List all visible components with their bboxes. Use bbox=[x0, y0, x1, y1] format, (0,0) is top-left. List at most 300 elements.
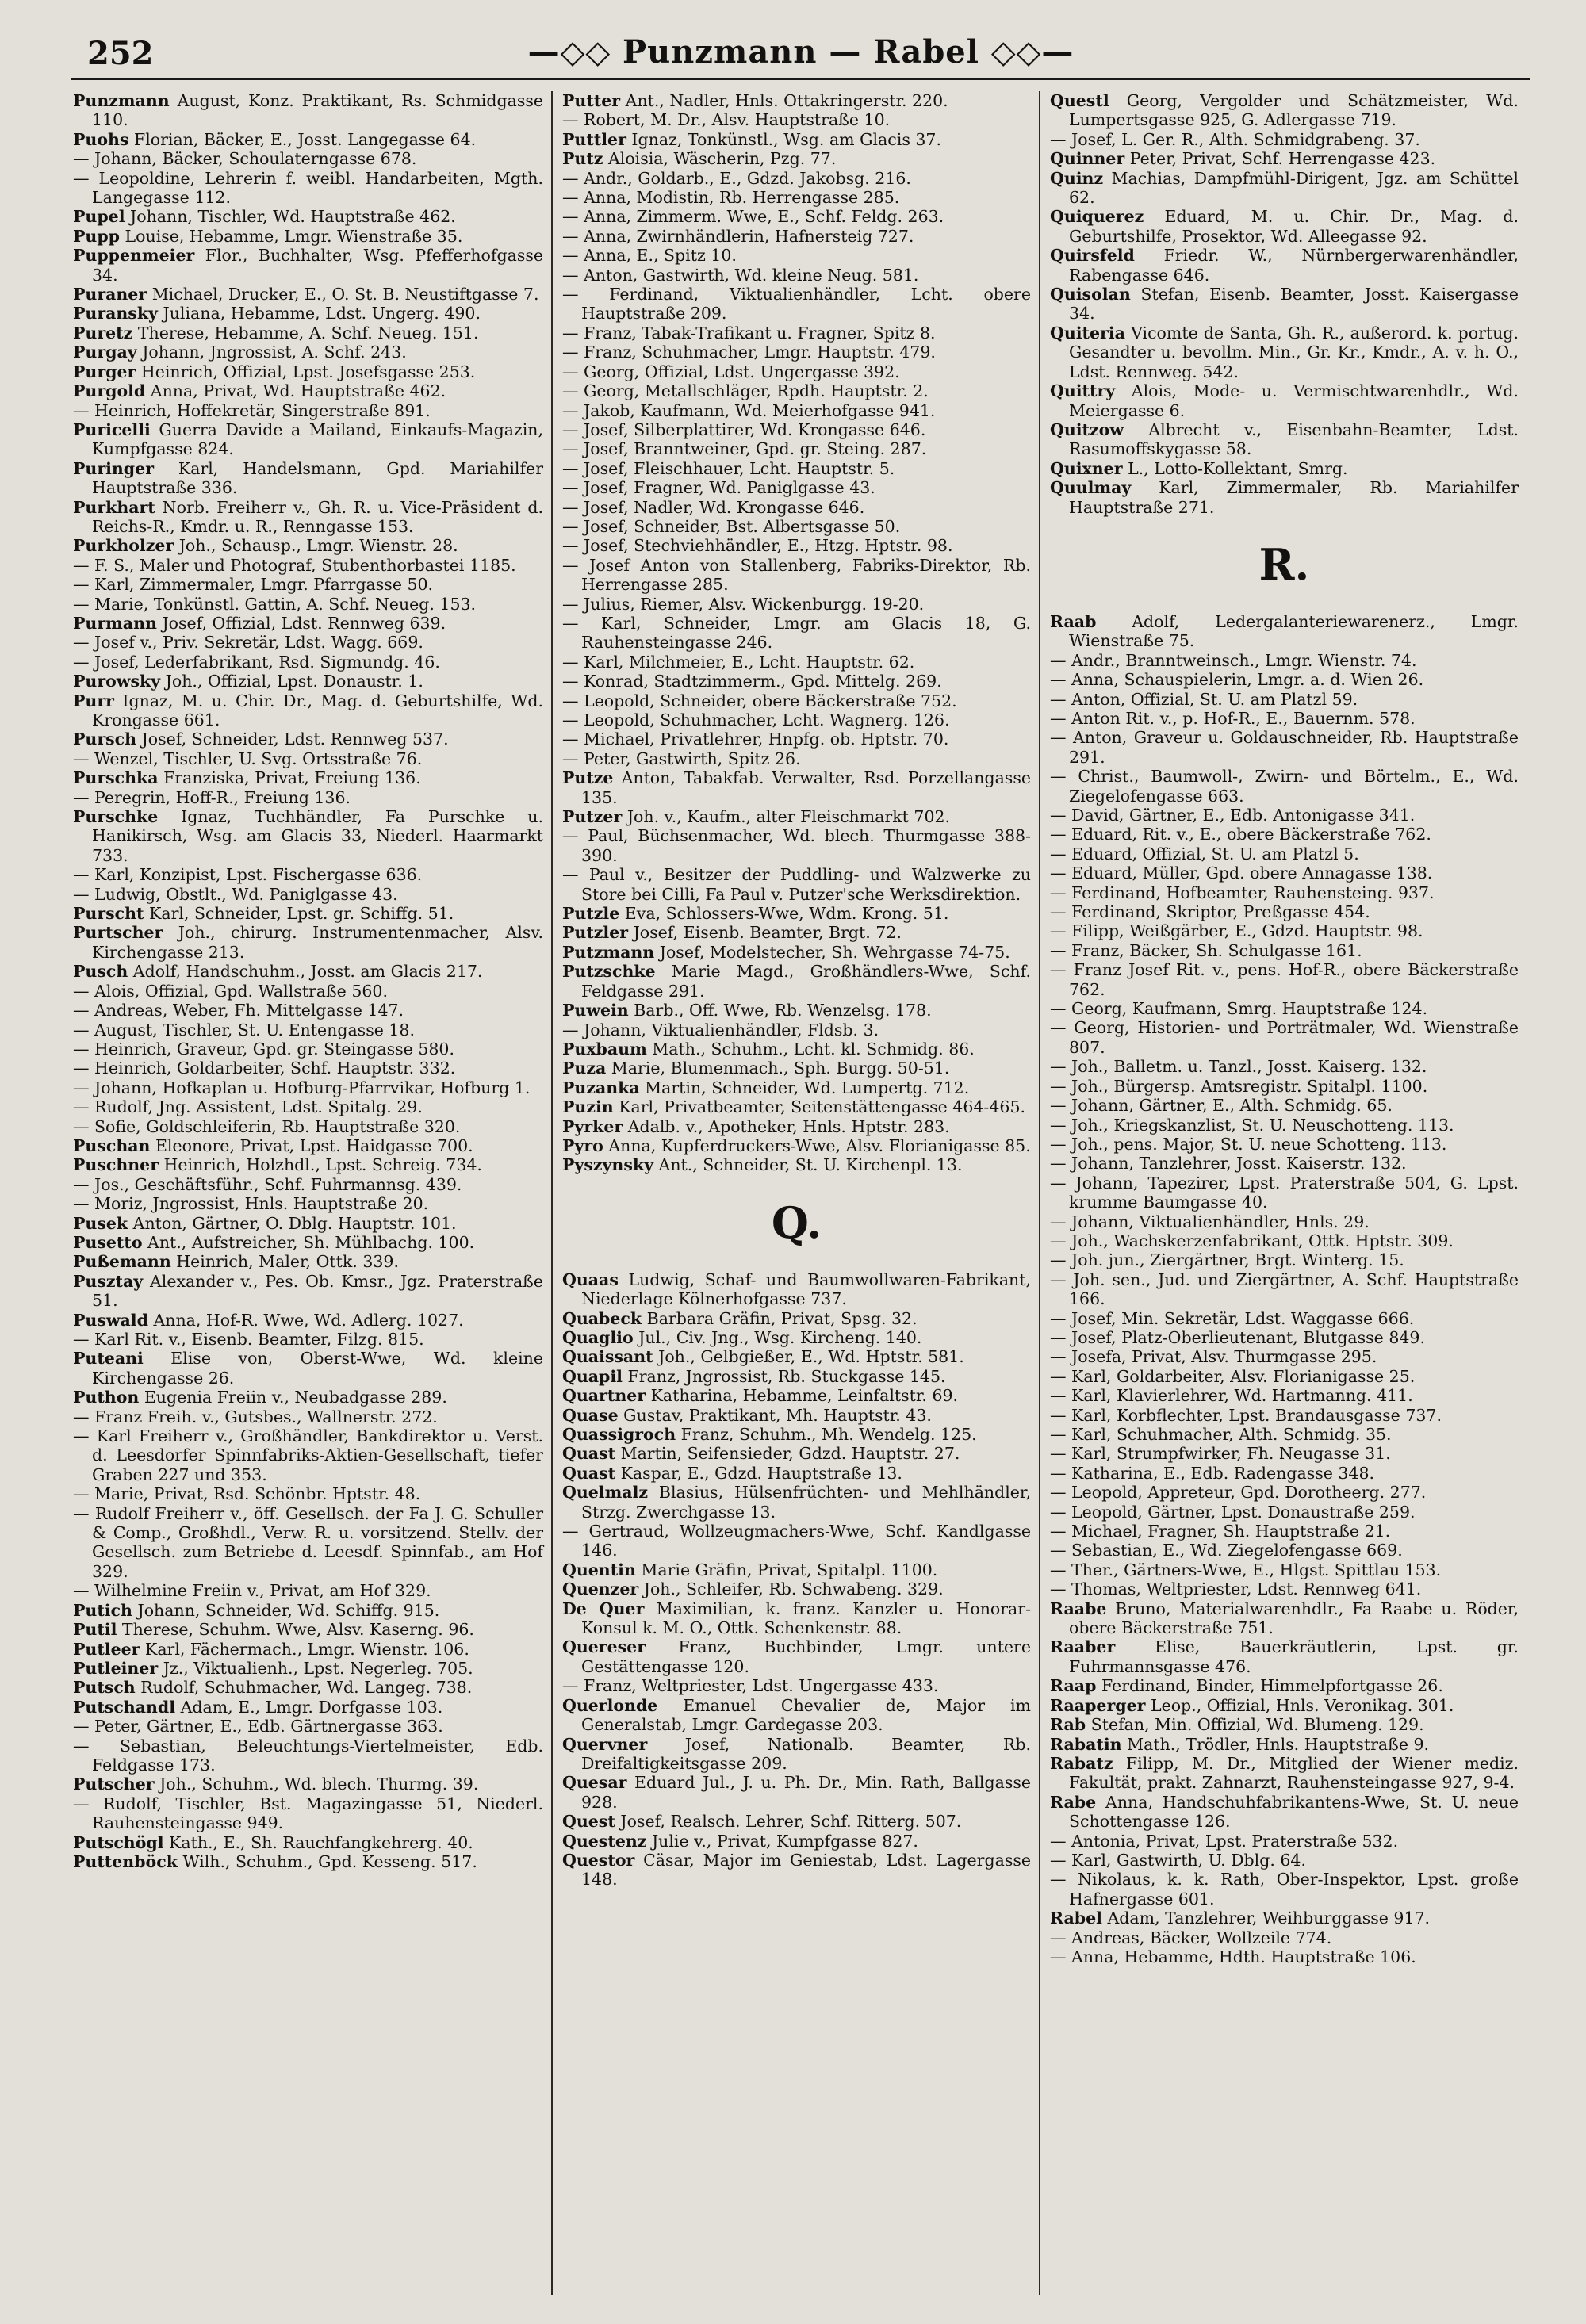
entry-details: Marie, Blumenmach., Sph. Burgg. 50-51. bbox=[611, 1059, 950, 1078]
directory-entry bbox=[73, 1020, 543, 1039]
entry-surname: Rabel bbox=[1050, 1909, 1102, 1928]
entry-surname: Putleiner bbox=[73, 1658, 159, 1678]
directory-entry bbox=[73, 1426, 543, 1484]
entry-details: — Franz, Tabak-Trafikant u. Fragner, Spitz 8. bbox=[562, 323, 936, 343]
directory-entry bbox=[73, 304, 543, 323]
entry-details: — Eduard, Offizial, St. U. am Platzl 5. bbox=[1050, 844, 1359, 863]
directory-entry bbox=[73, 1330, 543, 1349]
directory-entry bbox=[562, 556, 1031, 595]
directory-entry bbox=[562, 498, 1031, 517]
entry-details: Johann, Tischler, Wd. Hauptstraße 462. bbox=[130, 207, 456, 227]
directory-entry bbox=[73, 1001, 543, 1020]
entry-details: — Andreas, Bäcker, Wollzeile 774. bbox=[1050, 1928, 1332, 1947]
directory-entry bbox=[73, 633, 543, 652]
entry-surname: Purgay bbox=[73, 343, 137, 362]
entry-surname: Puschner bbox=[73, 1155, 159, 1175]
entry-details: Kaspar, E., Gdzd. Hauptstraße 13. bbox=[620, 1463, 902, 1483]
directory-entry bbox=[73, 672, 543, 691]
directory-entry bbox=[1050, 999, 1519, 1018]
entry-surname: Putsch bbox=[73, 1678, 136, 1698]
entry-details: Barb., Off. Wwe, Rb. Wenzelsg. 178. bbox=[634, 1001, 932, 1020]
entry-details: — Joh., pens. Major, St. U. neue Schotteng. 113. bbox=[1050, 1134, 1447, 1154]
directory-entry bbox=[1050, 651, 1519, 670]
entry-details: — Franz Josef Rit. v., pens. Hof-R., obere Bäckerstraße 762. bbox=[1050, 960, 1519, 999]
directory-entry bbox=[1050, 1135, 1519, 1154]
entry-details: — Anna, Zimmerm. Wwe, E., Schf. Feldg. 263. bbox=[562, 207, 944, 227]
entry-surname: Quinz bbox=[1050, 168, 1104, 188]
entry-details: — Anna, Zwirnhändlerin, Hafnersteig 727. bbox=[562, 226, 914, 246]
directory-entry bbox=[562, 691, 1031, 710]
entry-details: — Ludwig, Obstlt., Wd. Paniglgasse 43. bbox=[73, 884, 398, 904]
entry-details: Franziska, Privat, Freiung 136. bbox=[163, 768, 421, 788]
directory-entry bbox=[73, 1678, 543, 1697]
entry-surname: Putschögl bbox=[73, 1832, 164, 1852]
entry-surname: Pyrker bbox=[562, 1116, 623, 1136]
entry-details: — Karl, Schuhmacher, Alth. Schmidg. 35. bbox=[1050, 1425, 1392, 1444]
directory-entry bbox=[562, 1522, 1031, 1560]
directory-entry bbox=[1050, 1154, 1519, 1173]
directory-entry bbox=[562, 943, 1031, 962]
directory-entry bbox=[73, 1039, 543, 1059]
directory-entry bbox=[73, 1117, 543, 1136]
entry-details: — Anna, Modistin, Rb. Herrengasse 285. bbox=[562, 188, 900, 208]
entry-surname: Quiteria bbox=[1050, 323, 1125, 343]
entry-surname: Quitzow bbox=[1050, 419, 1124, 439]
entry-details: Elise von, Oberst-Wwe, Wd. kleine Kirchengasse 26. bbox=[92, 1349, 543, 1388]
directory-entry bbox=[1050, 1231, 1519, 1250]
directory-entry bbox=[73, 1233, 543, 1252]
entry-details: — Joh., Kriegskanzlist, St. U. Neuschotteng. 113. bbox=[1050, 1115, 1454, 1135]
entry-surname: Puretz bbox=[73, 323, 133, 343]
directory-entry bbox=[1050, 149, 1519, 168]
entry-details: — Michael, Fragner, Sh. Hauptstraße 21. bbox=[1050, 1522, 1391, 1541]
directory-entry bbox=[1050, 1347, 1519, 1366]
entry-surname: Putzle bbox=[562, 904, 620, 924]
directory-entry bbox=[1050, 420, 1519, 459]
directory-entry bbox=[1050, 960, 1519, 999]
entry-surname: Raabe bbox=[1050, 1598, 1107, 1618]
directory-entry bbox=[562, 381, 1031, 400]
entry-surname: Puransky bbox=[73, 304, 158, 324]
directory-entry bbox=[1050, 1096, 1519, 1115]
directory-entry bbox=[73, 1194, 543, 1213]
directory-entry bbox=[1050, 1928, 1519, 1947]
entry-details: Adalb. v., Apotheker, Hnls. Hptstr. 283. bbox=[627, 1116, 950, 1136]
directory-entry bbox=[73, 556, 543, 575]
entry-surname: Puzanka bbox=[562, 1078, 640, 1097]
directory-entry bbox=[562, 536, 1031, 555]
entry-surname: Raab bbox=[1050, 611, 1097, 631]
entry-details: Joh., Offizial, Lpst. Donaustr. 1. bbox=[165, 672, 423, 691]
entry-details: — Anton, Offizial, St. U. am Platzl 59. bbox=[1050, 689, 1358, 709]
directory-entry bbox=[1050, 806, 1519, 825]
entry-details: Machias, Dampfmühl-Dirigent, Jgz. am Schüttel 62. bbox=[1069, 168, 1519, 208]
directory-entry bbox=[1050, 478, 1519, 517]
entry-surname: Puohs bbox=[73, 129, 129, 149]
directory-entry bbox=[562, 459, 1031, 478]
directory-entry bbox=[562, 169, 1031, 188]
directory-entry bbox=[1050, 91, 1519, 130]
entry-details: — Sofie, Goldschleiferin, Rb. Hauptstraße 320. bbox=[73, 1116, 461, 1136]
directory-entry bbox=[1050, 1367, 1519, 1386]
section-letter: Q. bbox=[771, 1196, 822, 1248]
directory-entry bbox=[73, 420, 543, 459]
entry-details: Ignaz, Tonkünstl., Wsg. am Glacis 37. bbox=[631, 129, 941, 149]
entry-details: Cäsar, Major im Geniestab, Ldst. Lagergasse 148. bbox=[581, 1850, 1031, 1889]
entry-surname: Quaas bbox=[562, 1269, 619, 1289]
entry-details: Blasius, Hülsenfrüchten- und Mehlhändler, Strzg. Zwerchgasse 13. bbox=[581, 1483, 1031, 1522]
entry-surname: Putzschke bbox=[562, 962, 656, 982]
directory-entry bbox=[73, 1833, 543, 1852]
entry-surname: Quast bbox=[562, 1444, 616, 1464]
directory-entry bbox=[562, 401, 1031, 420]
entry-surname: Purmann bbox=[73, 613, 157, 633]
entry-surname: Quentin bbox=[562, 1560, 636, 1579]
entry-surname: Quiquerez bbox=[1050, 207, 1144, 227]
entry-surname: Purschke bbox=[73, 807, 159, 827]
directory-entry bbox=[73, 1581, 543, 1600]
entry-details: Heinrich, Holzhdl., Lpst. Schreig. 734. bbox=[163, 1155, 482, 1175]
entry-surname: Pusek bbox=[73, 1213, 128, 1233]
entry-surname: Pyszynsky bbox=[562, 1155, 653, 1175]
entry-details: Alois, Mode- u. Vermischtwarenhdlr., Wd. Meiergasse 6. bbox=[1069, 381, 1519, 420]
entry-details: Josef, Nationalb. Beamter, Rb. Dreifaltigkeitsgasse 209. bbox=[581, 1734, 1031, 1773]
entry-surname: Puschan bbox=[73, 1135, 151, 1155]
directory-entry bbox=[73, 1504, 543, 1582]
entry-details: Adam, Tanzlehrer, Weihburggasse 917. bbox=[1107, 1909, 1431, 1928]
entry-surname: Rabatz bbox=[1050, 1753, 1113, 1773]
directory-entry bbox=[562, 1406, 1031, 1425]
directory-entry bbox=[562, 904, 1031, 923]
entry-details: — Georg, Metallschläger, Rpdh. Hauptstr. 2. bbox=[562, 381, 929, 401]
entry-details: — Johann, Tapezirer, Lpst. Praterstraße 504, G. Lpst. krumme Baumgasse 40. bbox=[1050, 1173, 1519, 1212]
entry-details: — Thomas, Weltpriester, Ldst. Rennweg 641. bbox=[1050, 1579, 1422, 1599]
directory-entry bbox=[73, 1640, 543, 1659]
entry-details: — Johann, Bäcker, Schoulaterngasse 678. bbox=[73, 149, 417, 169]
entry-details: — Joh. sen., Jud. und Ziergärtner, A. Schf. Hauptstraße 166. bbox=[1050, 1269, 1519, 1309]
directory-entry bbox=[562, 439, 1031, 458]
entry-details: Anna, Privat, Wd. Hauptstraße 462. bbox=[150, 381, 446, 401]
entry-details: Stefan, Eisenb. Beamter, Josst. Kaisergasse 34. bbox=[1069, 285, 1519, 324]
directory-entry bbox=[562, 1464, 1031, 1483]
entry-details: — Johann, Tanzlehrer, Josst. Kaiserstr. 132. bbox=[1050, 1154, 1407, 1173]
entry-details: — Karl, Zimmermaler, Lmgr. Pfarrgasse 50. bbox=[73, 575, 434, 595]
entry-details: — Karl, Konzipist, Lpst. Fischergasse 636. bbox=[73, 865, 423, 885]
entry-details: Math., Schuhm., Lcht. kl. Schmidg. 86. bbox=[652, 1039, 975, 1059]
entry-details: — Andr., Branntweinsch., Lmgr. Wienstr. 74. bbox=[1050, 650, 1417, 670]
entry-details: — Karl, Gastwirth, U. Dblg. 64. bbox=[1050, 1850, 1306, 1870]
directory-entry bbox=[73, 1136, 543, 1155]
entry-details: Josef, Realsch. Lehrer, Schf. Ritterg. 507. bbox=[620, 1812, 962, 1832]
entry-details: Stefan, Min. Offizial, Wd. Blumeng. 129. bbox=[1090, 1715, 1424, 1735]
entry-details: Rudolf, Schuhmacher, Wd. Langeg. 738. bbox=[140, 1678, 473, 1698]
directory-entry bbox=[73, 788, 543, 807]
entry-surname: Quelmalz bbox=[562, 1483, 648, 1503]
entry-details: Josef, Offizial, Ldst. Rennweg 639. bbox=[162, 613, 446, 633]
directory-entry bbox=[1050, 1250, 1519, 1269]
directory-entry bbox=[73, 1272, 543, 1311]
entry-details: Joh. v., Kaufm., alter Fleischmarkt 702. bbox=[626, 807, 951, 827]
directory-entry bbox=[562, 595, 1031, 614]
entry-details: — Josef, Min. Sekretär, Ldst. Waggasse 666. bbox=[1050, 1308, 1415, 1328]
entry-surname: Purscht bbox=[73, 904, 144, 924]
entry-surname: Rab bbox=[1050, 1715, 1086, 1735]
entry-details: Joh., Schleifer, Rb. Schwabeng. 329. bbox=[643, 1579, 944, 1599]
directory-entry bbox=[1050, 381, 1519, 420]
directory-entry bbox=[73, 362, 543, 381]
directory-entry bbox=[73, 1484, 543, 1503]
directory-entry bbox=[562, 1637, 1031, 1676]
directory-entry bbox=[73, 246, 543, 285]
entry-surname: Purr bbox=[73, 691, 114, 710]
entry-details: — Marie, Privat, Rsd. Schönbr. Hptstr. 48. bbox=[73, 1484, 421, 1504]
entry-details: — Joh., Balletm. u. Tanzl., Josst. Kaiserg. 132. bbox=[1050, 1057, 1427, 1077]
entry-details: — Georg, Kaufmann, Smrg. Hauptstraße 124. bbox=[1050, 999, 1428, 1019]
entry-details: Adam, E., Lmgr. Dorfgasse 103. bbox=[180, 1697, 443, 1717]
entry-details: Ant., Schneider, St. U. Kirchenpl. 13. bbox=[658, 1155, 963, 1175]
directory-entry bbox=[1050, 1715, 1519, 1734]
entry-surname: Purkholzer bbox=[73, 536, 174, 556]
entry-details: — Jakob, Kaufmann, Wd. Meierhofgasse 941. bbox=[562, 400, 936, 420]
entry-details: — Andr., Goldarb., E., Gdzd. Jakobsg. 216. bbox=[562, 168, 911, 188]
entry-details: — Josef, Fleischhauer, Lcht. Hauptstr. 5. bbox=[562, 458, 895, 478]
directory-entry bbox=[562, 1444, 1031, 1463]
entry-details: Adolf, Ledergalanteriewarenerz., Lmgr. Wienstraße 75. bbox=[1069, 611, 1519, 651]
entry-details: Therese, Schuhm. Wwe, Alsv. Kaserng. 96. bbox=[121, 1620, 474, 1640]
entry-details: Barbara Gräfin, Privat, Spsg. 32. bbox=[646, 1308, 918, 1328]
entry-surname: Questor bbox=[562, 1850, 635, 1870]
entry-surname: Pursch bbox=[73, 729, 137, 749]
directory-entry bbox=[1050, 1793, 1519, 1832]
entry-details: — Antonia, Privat, Lpst. Praterstraße 532. bbox=[1050, 1831, 1399, 1851]
entry-details: — Nikolaus, k. k. Rath, Ober-Inspektor, Lpst. große Hafnergasse 601. bbox=[1050, 1870, 1519, 1909]
entry-details: Johann, Schneider, Wd. Schiffg. 915. bbox=[137, 1600, 440, 1620]
entry-details: — Joh. jun., Ziergärtner, Brgt. Winterg. 15. bbox=[1050, 1250, 1404, 1270]
directory-entry bbox=[1050, 612, 1519, 651]
entry-surname: Purowsky bbox=[73, 672, 161, 691]
entry-surname: Puxbaum bbox=[562, 1039, 647, 1059]
entry-details: Friedr. W., Nürnbergerwarenhändler, Rabengasse 646. bbox=[1069, 246, 1519, 285]
entry-surname: Puteani bbox=[73, 1349, 144, 1369]
entry-details: Eleonore, Privat, Lpst. Haidgasse 700. bbox=[155, 1135, 473, 1155]
entry-surname: Purger bbox=[73, 362, 136, 381]
entry-surname: Purtscher bbox=[73, 923, 163, 943]
directory-entry bbox=[73, 1349, 543, 1388]
entry-details: — Franz, Weltpriester, Ldst. Ungergasse 433. bbox=[562, 1676, 939, 1696]
entry-surname: Pyro bbox=[562, 1135, 603, 1155]
entry-details: Karl, Zimmermaler, Rb. Mariahilfer Hauptstraße 271. bbox=[1069, 478, 1519, 517]
directory-entry bbox=[562, 923, 1031, 942]
entry-details: Ignaz, M. u. Chir. Dr., Mag. d. Geburtshilfe, Wd. Krongasse 661. bbox=[92, 691, 543, 729]
entry-surname: Quaissant bbox=[562, 1347, 653, 1367]
entry-details: Math., Trödler, Hnls. Hauptstraße 9. bbox=[1127, 1734, 1430, 1754]
directory-entry bbox=[1050, 1077, 1519, 1096]
entry-details: — Heinrich, Hoffekretär, Singerstraße 891. bbox=[73, 400, 431, 420]
entry-details: Ignaz, Tuchhändler, Fa Purschke u. Hanikirsch, Wsg. am Glacis 33, Niederl. Haarmarkt 733. bbox=[92, 807, 543, 865]
directory-entry bbox=[562, 207, 1031, 226]
entry-details: — Josef, L. Ger. R., Alth. Schmidgrabeng. 37. bbox=[1050, 129, 1420, 149]
directory-entry bbox=[562, 266, 1031, 285]
entry-details: — Karl, Schneider, Lmgr. am Glacis 18, G. Rauhensteingasse 246. bbox=[562, 613, 1031, 653]
entry-surname: Purschka bbox=[73, 768, 159, 788]
entry-details: Emanuel Chevalier de, Major im Generalstab, Lmgr. Gardegasse 203. bbox=[581, 1695, 1031, 1735]
entry-surname: Putich bbox=[73, 1600, 132, 1620]
entry-surname: Pusetto bbox=[73, 1232, 143, 1252]
directory-entry bbox=[1050, 1696, 1519, 1715]
entry-details: Julie v., Privat, Kumpfgasse 827. bbox=[651, 1831, 918, 1851]
entry-details: — Johann, Viktualienhändler, Fldsb. 3. bbox=[562, 1020, 879, 1039]
directory-entry bbox=[562, 1059, 1031, 1078]
directory-entry bbox=[562, 130, 1031, 149]
entry-surname: Puppenmeier bbox=[73, 246, 195, 266]
directory-entry bbox=[1050, 863, 1519, 883]
entry-surname: Quase bbox=[562, 1405, 619, 1425]
entry-details: Flor., Buchhalter, Wsg. Pfefferhofgasse 34. bbox=[92, 246, 543, 285]
entry-details: — Josef, Fragner, Wd. Paniglgasse 43. bbox=[562, 478, 875, 498]
directory-entry bbox=[1050, 921, 1519, 940]
entry-surname: Quervner bbox=[562, 1734, 648, 1754]
directory-entry bbox=[73, 401, 543, 420]
entry-details: — Heinrich, Goldarbeiter, Schf. Hauptstr. 332. bbox=[73, 1059, 456, 1078]
directory-entry bbox=[562, 1039, 1031, 1059]
entry-details: — Ferdinand, Viktualienhändler, Lcht. obere Hauptstraße 209. bbox=[562, 285, 1031, 324]
entry-details: Josef, Modelstecher, Sh. Wehrgasse 74-75. bbox=[659, 942, 1010, 962]
entry-details: Anna, Handschuhfabrikantens-Wwe, St. U. neue Schottengasse 126. bbox=[1069, 1792, 1519, 1832]
directory-entry bbox=[1050, 1637, 1519, 1676]
entry-surname: Puringer bbox=[73, 458, 154, 478]
entry-surname: Quisolan bbox=[1050, 285, 1131, 304]
entry-surname: Putzler bbox=[562, 923, 629, 943]
entry-details: Franz, Jngrossist, Rb. Stuckgasse 145. bbox=[627, 1366, 946, 1386]
directory-entry bbox=[562, 768, 1031, 807]
directory-entry bbox=[73, 1775, 543, 1794]
entry-details: Franz, Buchbinder, Lmgr. untere Gestättengasse 120. bbox=[581, 1637, 1031, 1676]
entry-details: Josef, Schneider, Ldst. Rennweg 537. bbox=[141, 729, 449, 749]
directory-entry bbox=[562, 149, 1031, 168]
entry-details: — Johann, Viktualienhändler, Hnls. 29. bbox=[1050, 1212, 1370, 1231]
entry-details: Karl, Schneider, Lpst. gr. Schiffg. 51. bbox=[149, 904, 454, 924]
entry-details: Anna, Kupferdruckers-Wwe, Alsv. Florianigasse 85. bbox=[608, 1135, 1031, 1155]
directory-entry bbox=[73, 381, 543, 400]
directory-entry bbox=[1050, 1057, 1519, 1076]
entry-surname: Puza bbox=[562, 1059, 607, 1078]
entry-details: Juliana, Hebamme, Ldst. Ungerg. 490. bbox=[163, 304, 481, 324]
entry-details: — Joh., Wachskerzenfabrikant, Ottk. Hptstr. 309. bbox=[1050, 1231, 1454, 1250]
directory-entry bbox=[562, 1812, 1031, 1831]
directory-entry bbox=[73, 1659, 543, 1678]
entry-details: — Peregrin, Hoff-R., Freiung 136. bbox=[73, 787, 351, 807]
directory-entry bbox=[73, 1097, 543, 1116]
entry-details: — Karl, Korbflechter, Lpst. Brandausgasse 737. bbox=[1050, 1405, 1442, 1425]
entry-surname: Quirsfeld bbox=[1050, 246, 1135, 266]
entry-details: — Franz, Bäcker, Sh. Schulgasse 161. bbox=[1050, 940, 1362, 960]
entry-details: — Filipp, Weißgärber, E., Gdzd. Hauptstr. 98. bbox=[1050, 921, 1423, 941]
entry-details: Anton, Tabakfab. Verwalter, Rsd. Porzellangasse 135. bbox=[581, 768, 1031, 807]
directory-entry bbox=[562, 807, 1031, 826]
page-number: 252 bbox=[87, 35, 154, 72]
directory-entry bbox=[73, 595, 543, 614]
entry-surname: Raap bbox=[1050, 1676, 1097, 1696]
entry-surname: Pupp bbox=[73, 226, 120, 246]
directory-entry bbox=[1050, 1909, 1519, 1928]
entry-surname: Quinner bbox=[1050, 149, 1125, 169]
entry-details: Katharina, Hebamme, Leinfaltstr. 69. bbox=[650, 1386, 959, 1406]
entry-details: — Josef, Lederfabrikant, Rsd. Sigmundg. 46. bbox=[73, 652, 440, 672]
directory-entry bbox=[562, 1425, 1031, 1444]
entry-details: Eduard, M. u. Chir. Dr., Mag. d. Geburtshilfe, Prosektor, Wd. Alleegasse 92. bbox=[1069, 207, 1519, 246]
entry-details: — Josef Anton von Stallenberg, Fabriks-Direktor, Rb. Herrengasse 285. bbox=[562, 555, 1031, 595]
entry-details: Joh., chirurg. Instrumentenmacher, Alsv. Kirchengasse 213. bbox=[92, 923, 543, 962]
directory-entry bbox=[1050, 1212, 1519, 1231]
directory-entry bbox=[73, 1852, 543, 1871]
directory-entry bbox=[1050, 1851, 1519, 1870]
entry-details: — Sebastian, Beleuchtungs-Viertelmeister, Edb. Feldgasse 173. bbox=[73, 1736, 543, 1775]
directory-entry bbox=[73, 343, 543, 362]
entry-details: — Johann, Hofkaplan u. Hofburg-Pfarrvikar, Hofburg 1. bbox=[73, 1078, 531, 1097]
directory-entry bbox=[73, 1059, 543, 1078]
directory-entry bbox=[562, 1001, 1031, 1020]
directory-entry bbox=[562, 1851, 1031, 1889]
directory-entry bbox=[1050, 1870, 1519, 1909]
entry-details: — Josef, Nadler, Wd. Krongasse 646. bbox=[562, 497, 865, 517]
entry-details: Maximilian, k. franz. Kanzler u. Honorar-Konsul k. M. O., Ottk. Schenkenstr. 88. bbox=[581, 1598, 1031, 1638]
directory-entry bbox=[562, 1367, 1031, 1386]
entry-details: — Moriz, Jngrossist, Hnls. Hauptstraße 20. bbox=[73, 1194, 429, 1214]
entry-details: Ferdinand, Binder, Himmelpfortgasse 26. bbox=[1101, 1676, 1443, 1696]
entry-details: — Ferdinand, Skriptor, Preßgasse 454. bbox=[1050, 902, 1370, 922]
directory-entry bbox=[73, 130, 543, 149]
entry-details: Josef, Eisenb. Beamter, Brgt. 72. bbox=[633, 923, 902, 943]
directory-entry bbox=[73, 1620, 543, 1639]
directory-entry bbox=[1050, 941, 1519, 960]
entry-details: — Leopold, Appreteur, Gpd. Dorotheerg. 277. bbox=[1050, 1483, 1427, 1503]
entry-details: — Josef v., Priv. Sekretär, Ldst. Wagg. 669. bbox=[73, 633, 423, 653]
entry-surname: Punzmann bbox=[73, 91, 170, 110]
entry-details: — Andreas, Weber, Fh. Mittelgasse 147. bbox=[73, 1001, 404, 1020]
directory-entry bbox=[1050, 1444, 1519, 1463]
directory-entry bbox=[562, 1155, 1031, 1174]
directory-entry bbox=[1050, 670, 1519, 689]
directory-entry bbox=[73, 1717, 543, 1736]
entry-details: Eva, Schlossers-Wwe, Wdm. Krong. 51. bbox=[624, 904, 949, 924]
directory-entry bbox=[562, 1560, 1031, 1579]
directory-entry bbox=[1050, 1522, 1519, 1541]
page-header bbox=[71, 30, 1530, 80]
entry-details: — Sebastian, E., Wd. Ziegelofengasse 669. bbox=[1050, 1541, 1403, 1560]
directory-entry bbox=[562, 1020, 1031, 1039]
directory-entry bbox=[1050, 1754, 1519, 1793]
directory-entry bbox=[73, 1794, 543, 1833]
entry-surname: Pupel bbox=[73, 207, 125, 227]
directory-entry bbox=[73, 885, 543, 904]
directory-entry bbox=[1050, 1309, 1519, 1328]
directory-entry bbox=[73, 1252, 543, 1271]
directory-entry bbox=[73, 285, 543, 304]
directory-entry bbox=[73, 1175, 543, 1194]
entry-details: Martin, Schneider, Wd. Lumpertg. 712. bbox=[645, 1078, 970, 1097]
entry-surname: Quixner bbox=[1050, 458, 1123, 478]
entry-details: — Wenzel, Tischler, U. Svg. Ortsstraße 76. bbox=[73, 749, 423, 768]
directory-entry bbox=[562, 110, 1031, 129]
entry-details: — Anna, Schauspielerin, Lmgr. a. d. Wien 26. bbox=[1050, 670, 1424, 690]
entry-details: — Gertraud, Wollzeugmachers-Wwe, Schf. Kandlgasse 146. bbox=[562, 1522, 1031, 1560]
entry-surname: Quartner bbox=[562, 1386, 646, 1406]
directory-entry bbox=[73, 1736, 543, 1775]
directory-entry bbox=[1050, 1464, 1519, 1483]
entry-surname: Quest bbox=[562, 1812, 615, 1832]
directory-entry bbox=[562, 1078, 1031, 1097]
entry-details: — Ferdinand, Hofbeamter, Rauhensteing. 937. bbox=[1050, 883, 1435, 902]
